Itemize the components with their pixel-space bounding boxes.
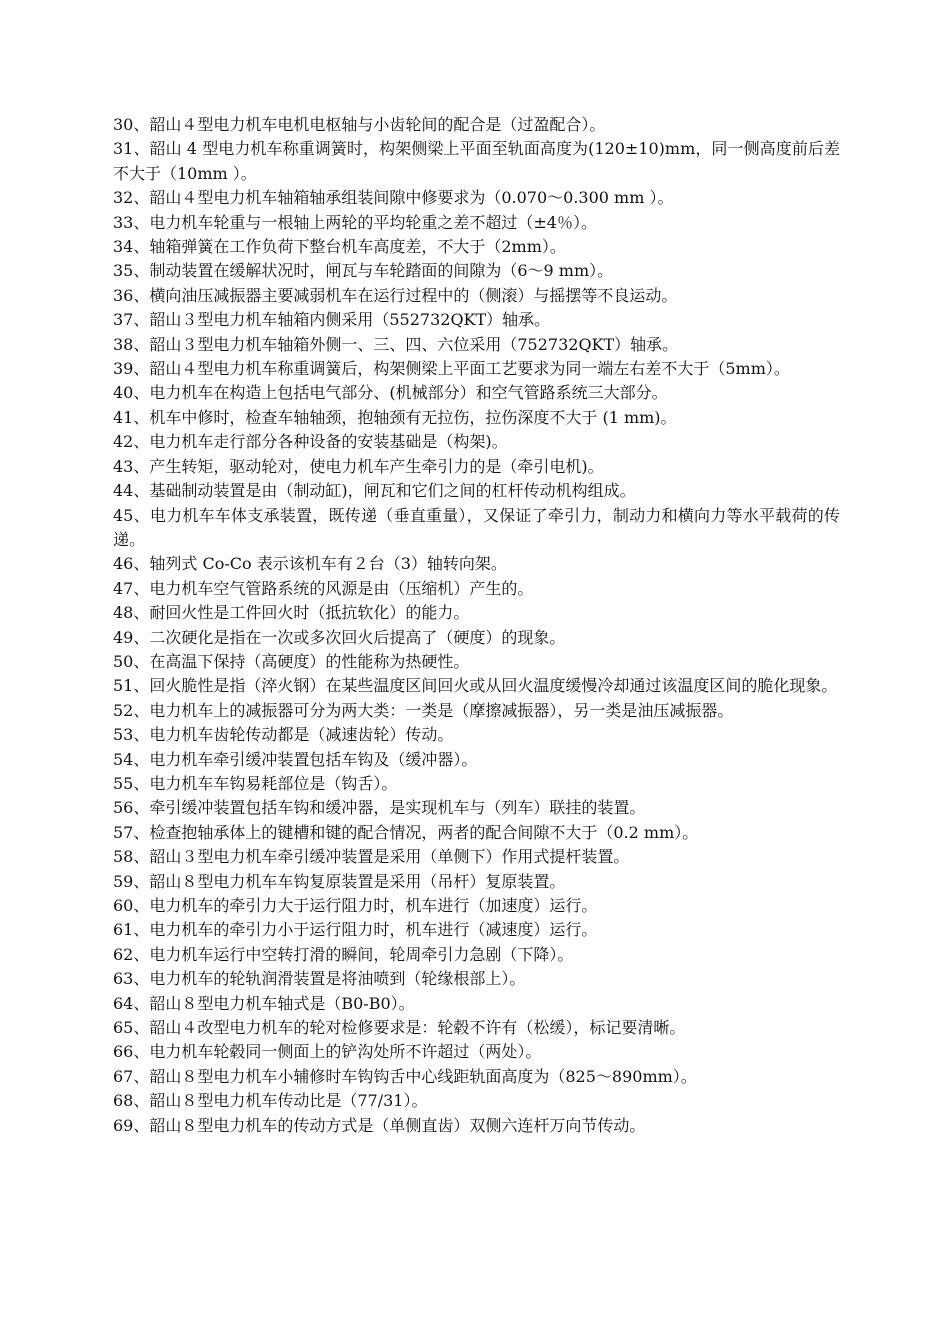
list-item: 48、耐回火性是工件回火时（抵抗软化）的能力。: [113, 603, 470, 623]
list-item: 69、韶山８型电力机车的传动方式是（单侧直齿）双侧六连杆万向节传动。: [113, 1115, 646, 1135]
list-item: 47、电力机车空气管路系统的风源是由（压缩机）产生的。: [113, 578, 534, 598]
list-item: 39、韶山４型电力机车称重调簧后，构架侧梁上平面工艺要求为同一端左右差不大于（5mm）。: [113, 359, 790, 379]
list-item: 59、韶山８型电力机车车钩复原装置是采用（吊杆）复原装置。: [113, 871, 566, 891]
list-item: 37、韶山３型电力机车轴箱内侧采用（552732QKT）轴承。: [113, 310, 551, 330]
list-item: 44、基础制动装置是由（制动缸)，闸瓦和它们之间的杠杆传动机构组成。: [113, 481, 636, 501]
list-item: 62、电力机车运行中空转打滑的瞬间，轮周牵引力急剧（下降）。: [113, 944, 574, 964]
list-item: 54、电力机车牵引缓冲装置包括车钩及（缓冲器）。: [113, 749, 478, 769]
list-item: 30、韶山４型电力机车电机电枢轴与小齿轮间的配合是（过盈配合）。: [113, 115, 606, 134]
list-item: 34、轴箱弹簧在工作负荷下整台机车高度差，不大于（2mm）。: [113, 237, 566, 257]
list-item: 36、横向油压减振器主要减弱机车在运行过程中的（侧滚）与摇摆等不良运动。: [113, 285, 678, 305]
list-item: 49、二次硬化是指在一次或多次回火后提高了（硬度）的现象。: [113, 627, 566, 647]
list-item: 66、电力机车轮毂同一侧面上的铲沟处所不许超过（两处）。: [113, 1042, 542, 1062]
list-item: 52、电力机车上的减振器可分为两大类：一类是（摩擦减振器），另一类是油压减振器。: [113, 700, 734, 720]
list-item: 33、电力机车轮重与一根轴上两轮的平均轮重之差不超过（±4％）。: [113, 212, 597, 232]
list-item: 65、韶山４改型电力机车的轮对检修要求是：轮毂不许有（松缓），标记要清晰。: [113, 1018, 686, 1038]
list-item: 58、韶山３型电力机车牵引缓冲装置是采用（单侧下）作用式提杆装置。: [113, 847, 630, 867]
list-item: 50、在高温下保持（高硬度）的性能称为热硬性。: [113, 651, 470, 671]
list-item: 64、韶山８型电力机车轴式是（B0-B0）。: [113, 993, 415, 1013]
list-item: 63、电力机车的轮轨润滑装置是将油喷到（轮缘根部上）。: [113, 969, 526, 989]
list-item: 45、电力机车车体支承装置，既传递（垂直重量），又保证了牵引力，制动力和横向力等水平载荷的传递。: [113, 505, 840, 549]
list-item: 31、韶山 4 型电力机车称重调簧时，构架侧梁上平面至轨面高度为(120±10)mm，同一侧高度前后差不大于（10mm ）。: [113, 139, 840, 183]
list-item: 51、回火脆性是指（淬火钢）在某些温度区间回火或从回火温度缓慢冷却通过该温度区间的脆化现象。: [113, 676, 838, 696]
list-item: 55、电力机车车钩易耗部位是（钩舌）。: [113, 773, 398, 793]
list-item: 35、制动装置在缓解状况时，闸瓦与车轮踏面的间隙为（6～9 mm）。: [113, 261, 614, 281]
list-item: 40、电力机车在构造上包括电气部分、(机械部分）和空气管路系统三大部分。: [113, 383, 668, 403]
list-item: 60、电力机车的牵引力大于运行阻力时，机车进行（加速度）运行。: [113, 896, 598, 915]
list-item: 38、韶山３型电力机车轴箱外侧一、三、四、六位采用（752732QKT）轴承。: [113, 334, 679, 354]
question-list: [113, 113, 840, 1138]
list-item: 43、产生转矩，驱动轮对，使电力机车产生牵引力的是（牵引电机)。: [113, 456, 604, 476]
list-item: 57、检查抱轴承体上的键槽和键的配合情况，两者的配合间隙不大于（0.2 mm）。: [113, 822, 699, 842]
list-item: 67、韶山８型电力机车小辅修时车钩钩舌中心线距轨面高度为（825～890mm）。: [113, 1066, 697, 1086]
list-item: 42、电力机车走行部分各种设备的安装基础是（构架)。: [113, 432, 508, 452]
list-item: 32、韶山４型电力机车轴箱轴承组装间隙中修要求为（0.070～0.300 mm ）。: [113, 188, 674, 208]
list-item: 61、电力机车的牵引力小于运行阻力时，机车进行（减速度）运行。: [113, 920, 598, 940]
list-item: 56、牵引缓冲装置包括车钩和缓冲器，是实现机车与（列车）联挂的装置。: [113, 798, 646, 818]
list-item: 41、机车中修时，检查车轴轴颈，抱轴颈有无拉伤，拉伤深度不大于 (1 mm)。: [113, 407, 677, 427]
list-item: 68、韶山８型电力机车传动比是（77/31）。: [113, 1091, 428, 1111]
list-item: 46、轴列式 Co-Co 表示该机车有２台（3）轴转向架。: [113, 554, 507, 574]
list-item: 53、电力机车齿轮传动都是（减速齿轮）传动。: [113, 725, 454, 745]
